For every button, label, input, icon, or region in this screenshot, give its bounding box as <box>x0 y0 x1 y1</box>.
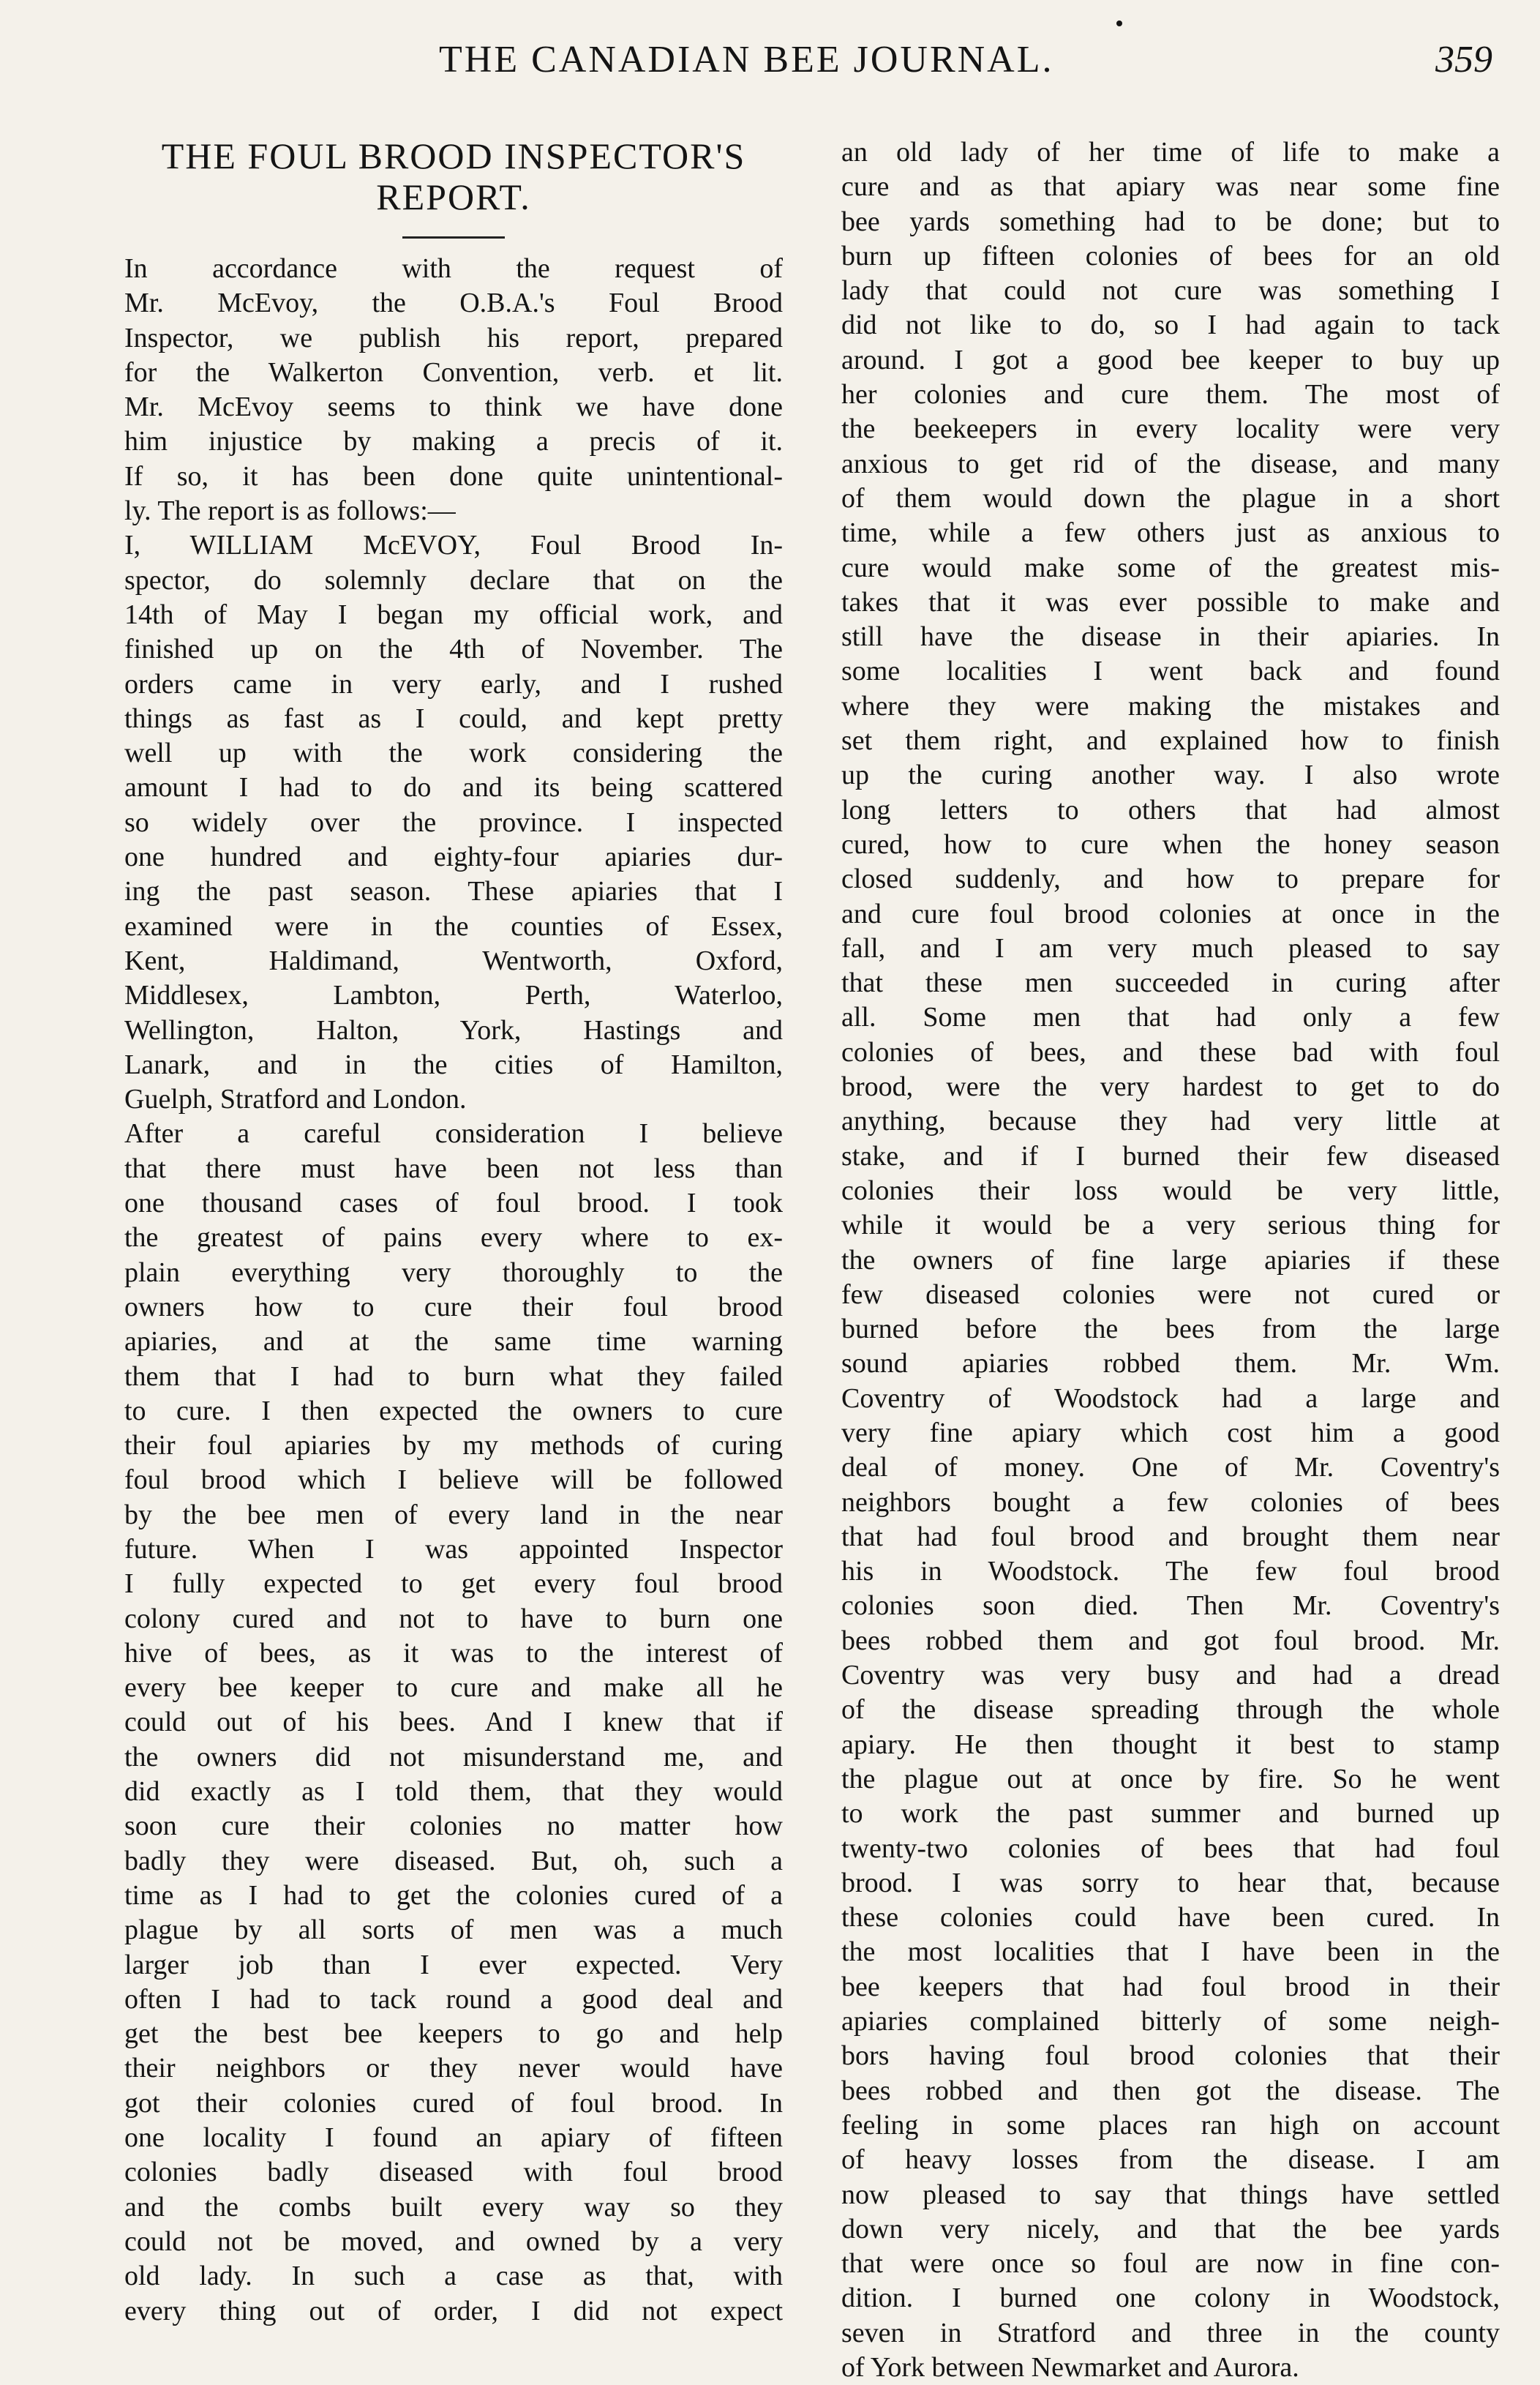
text-line: old lady. In such a case as that, with <box>124 2261 783 2292</box>
text-line: anything, because they had very little at <box>841 1106 1500 1137</box>
text-line: colonies soon died. Then Mr. Coventry's <box>841 1590 1500 1622</box>
text-line: the plague out at once by fire. So he went <box>841 1763 1500 1794</box>
text-line: owners how to cure their foul brood <box>124 1291 783 1322</box>
text-line: soon cure their colonies no matter how <box>124 1811 783 1842</box>
text-line: Lanark, and in the cities of Hamilton, <box>124 1049 783 1080</box>
text-line: apiaries, and at the same time warning <box>124 1326 783 1358</box>
text-line: long letters to others that had almost <box>841 794 1500 825</box>
text-line: often I had to tack round a good deal and <box>124 1983 783 2015</box>
text-line: could not be moved, and owned by a very <box>124 2225 783 2257</box>
text-line: larger job than I ever expected. Very <box>124 1949 783 1980</box>
text-line: neighbors bought a few colonies of bees <box>841 1486 1500 1518</box>
text-line: all. Some men that had only a few <box>841 1002 1500 1033</box>
text-line: one locality I found an apiary of fifteen <box>124 2122 783 2154</box>
text-line: these colonies could have been cured. In <box>841 1902 1500 1933</box>
text-line: their neighbors or they never would have <box>124 2053 783 2084</box>
text-line: an old lady of her time of life to make a <box>841 137 1500 168</box>
journal-title: THE CANADIAN BEE JOURNAL. <box>439 39 1054 81</box>
text-line: time as I had to get the colonies cured of a <box>124 1879 783 1911</box>
text-line: bors having foul brood colonies that their <box>841 2040 1500 2072</box>
text-line: things as fast as I could, and kept pretty <box>124 703 783 734</box>
text-line: to work the past summer and burned up <box>841 1798 1500 1830</box>
text-line: hive of bees, as it was to the interest of <box>124 1637 783 1669</box>
text-line: dition. I burned one colony in Woodstock, <box>841 2283 1500 2314</box>
text-line: foul brood which I believe will be followed <box>124 1464 783 1496</box>
text-line: deal of money. One of Mr. Coventry's <box>841 1452 1500 1483</box>
text-line: sound apiaries robbed them. Mr. Wm. <box>841 1348 1500 1379</box>
text-line: for the Walkerton Convention, verb. et lit. <box>124 356 783 388</box>
text-line: the most localities that I have been in the <box>841 1936 1500 1968</box>
text-line: colonies badly diseased with foul brood <box>124 2157 783 2188</box>
text-line: every thing out of order, I did not expect <box>124 2295 783 2326</box>
text-line: fall, and I am very much pleased to say <box>841 932 1500 964</box>
text-line: them that I had to burn what they failed <box>124 1360 783 1392</box>
article-title-line-1: THE FOUL BROOD INSPECTOR'S <box>161 135 746 176</box>
text-line: bee yards something had to be done; but to <box>841 206 1500 237</box>
text-line: by the bee men of every land in the near <box>124 1499 783 1530</box>
text-line: that there must have been not less than <box>124 1153 783 1184</box>
text-line: Wellington, Halton, York, Hastings and <box>124 1014 783 1046</box>
text-line: I fully expected to get every foul brood <box>124 1568 783 1600</box>
text-line: her colonies and cure them. The most of <box>841 379 1500 411</box>
text-line: the beekeepers in every locality were very <box>841 413 1500 445</box>
text-line: anxious to get rid of the disease, and many <box>841 448 1500 479</box>
text-line: to cure. I then expected the owners to cure <box>124 1395 783 1426</box>
text-line: closed suddenly, and how to prepare for <box>841 864 1500 895</box>
text-line: now pleased to say that things have settled <box>841 2179 1500 2210</box>
text-line: while it would be a very serious thing for <box>841 1210 1500 1241</box>
text-line: feeling in some places ran high on account <box>841 2109 1500 2141</box>
text-line: the owners did not misunderstand me, and <box>124 1741 783 1772</box>
left-column <box>124 135 783 2329</box>
text-line: that had foul brood and brought them near <box>841 1521 1500 1552</box>
text-line: cure and as that apiary was near some fine <box>841 171 1500 203</box>
text-line: of heavy losses from the disease. I am <box>841 2144 1500 2176</box>
text-line: 14th of May I began my official work, and <box>124 599 783 630</box>
text-line: spector, do solemnly declare that on the <box>124 564 783 596</box>
text-line: time, while a few others just as anxious to <box>841 517 1500 549</box>
article-title-line-2: REPORT. <box>376 176 531 217</box>
text-line: lady that could not cure was something I <box>841 275 1500 307</box>
text-line: one hundred and eighty-four apiaries dur- <box>124 842 783 873</box>
text-line: did not like to do, so I had again to tack <box>841 310 1500 341</box>
text-line: I, WILLIAM McEVOY, Foul Brood In- <box>124 530 783 561</box>
text-line: could out of his bees. And I knew that if <box>124 1707 783 1738</box>
text-line: of the disease spreading through the whole <box>841 1694 1500 1726</box>
text-line: After a careful consideration I believe <box>124 1118 783 1150</box>
text-line: ly. The report is as follows:— <box>124 495 456 527</box>
text-line: every bee keeper to cure and make all he <box>124 1672 783 1704</box>
text-line: apiary. He then thought it best to stamp <box>841 1729 1500 1760</box>
text-line: him injustice by making a precis of it. <box>124 426 783 457</box>
running-head <box>102 38 1492 111</box>
text-line: cure would make some of the greatest mis- <box>841 552 1500 583</box>
text-line: Guelph, Stratford and London. <box>124 1084 467 1115</box>
text-line: stake, and if I burned their few diseased <box>841 1140 1500 1172</box>
text-line: their foul apiaries by my methods of curing <box>124 1430 783 1461</box>
text-line: cured, how to cure when the honey season <box>841 828 1500 860</box>
text-line: ing the past season. These apiaries that I <box>124 876 783 907</box>
text-line: takes that it was ever possible to make and <box>841 586 1500 618</box>
text-line: bee keepers that had foul brood in their <box>841 1971 1500 2002</box>
text-line: Mr. McEvoy seems to think we have done <box>124 392 783 423</box>
text-line: got their colonies cured of foul brood. In <box>124 2087 783 2119</box>
text-line: Coventry was very busy and had a dread <box>841 1660 1500 1691</box>
text-line: burned before the bees from the large <box>841 1314 1500 1345</box>
text-line: very fine apiary which cost him a good <box>841 1417 1500 1448</box>
text-line: amount I had to do and its being scattered <box>124 772 783 804</box>
page-number: 359 <box>1435 39 1492 81</box>
text-line: one thousand cases of foul brood. I took <box>124 1188 783 1219</box>
text-line: colony cured and not to have to burn one <box>124 1603 783 1634</box>
text-line: In accordance with the request of <box>124 253 783 284</box>
text-line: his in Woodstock. The few foul brood <box>841 1556 1500 1587</box>
text-line: Coventry of Woodstock had a large and <box>841 1382 1500 1414</box>
text-line: twenty-two colonies of bees that had foul <box>841 1832 1500 1864</box>
text-line: colonies of bees, and these bad with foul <box>841 1036 1500 1068</box>
left-column-text <box>124 252 783 2329</box>
text-line: colonies their loss would be very little, <box>841 1175 1500 1206</box>
text-line: still have the disease in their apiaries. In <box>841 621 1500 653</box>
right-column <box>841 135 1500 2385</box>
text-line: bees robbed and then got the disease. The <box>841 2075 1500 2106</box>
title-rule <box>402 236 505 239</box>
text-line: examined were in the counties of Essex, <box>124 910 783 942</box>
text-line: Mr. McEvoy, the O.B.A.'s Foul Brood <box>124 288 783 319</box>
text-line: finished up on the 4th of November. The <box>124 634 783 665</box>
text-line: the greatest of pains every where to ex- <box>124 1222 783 1254</box>
text-line: few diseased colonies were not cured or <box>841 1278 1500 1310</box>
text-line: bees robbed them and got foul brood. Mr. <box>841 1625 1500 1656</box>
text-line: Kent, Haldimand, Wentworth, Oxford, <box>124 945 783 976</box>
text-line: did exactly as I told them, that they would <box>124 1776 783 1808</box>
text-line: up the curing another way. I also wrote <box>841 760 1500 791</box>
text-line: apiaries complained bitterly of some neigh- <box>841 2006 1500 2037</box>
text-line: around. I got a good bee keeper to buy up <box>841 344 1500 375</box>
text-line: seven in Stratford and three in the county <box>841 2317 1500 2348</box>
text-line: future. When I was appointed Inspector <box>124 1533 783 1565</box>
text-line: and cure foul brood colonies at once in the <box>841 898 1500 929</box>
text-line: Inspector, we publish his report, prepared <box>124 322 783 353</box>
print-mark <box>1116 20 1122 26</box>
text-line: some localities I went back and found <box>841 656 1500 687</box>
text-line: so widely over the province. I inspected <box>124 806 783 838</box>
text-line: brood, were the very hardest to get to do <box>841 1071 1500 1103</box>
text-line: of York between Newmarket and Aurora. <box>841 2352 1299 2383</box>
text-line: and the combs built every way so they <box>124 2191 783 2223</box>
text-line: down very nicely, and that the bee yards <box>841 2213 1500 2244</box>
text-line: plain everything very thoroughly to the <box>124 1257 783 1288</box>
right-column-text <box>841 135 1500 2385</box>
text-line: set them right, and explained how to finish <box>841 725 1500 757</box>
text-line: orders came in very early, and I rushed <box>124 668 783 700</box>
article-title <box>124 135 783 217</box>
text-line: that these men succeeded in curing after <box>841 967 1500 999</box>
text-line: that were once so foul are now in fine con- <box>841 2248 1500 2280</box>
text-line: Middlesex, Lambton, Perth, Waterloo, <box>124 980 783 1011</box>
text-line: If so, it has been done quite unintentional- <box>124 460 783 492</box>
text-line: brood. I was sorry to hear that, because <box>841 1867 1500 1898</box>
text-line: the owners of fine large apiaries if these <box>841 1244 1500 1276</box>
text-line: of them would down the plague in a short <box>841 482 1500 514</box>
text-line: badly they were diseased. But, oh, such a <box>124 1845 783 1876</box>
text-line: get the best bee keepers to go and help <box>124 2018 783 2050</box>
text-line: burn up fifteen colonies of bees for an old <box>841 240 1500 272</box>
text-line: where they were making the mistakes and <box>841 690 1500 722</box>
text-line: plague by all sorts of men was a much <box>124 1914 783 1946</box>
text-line: well up with the work considering the <box>124 738 783 769</box>
